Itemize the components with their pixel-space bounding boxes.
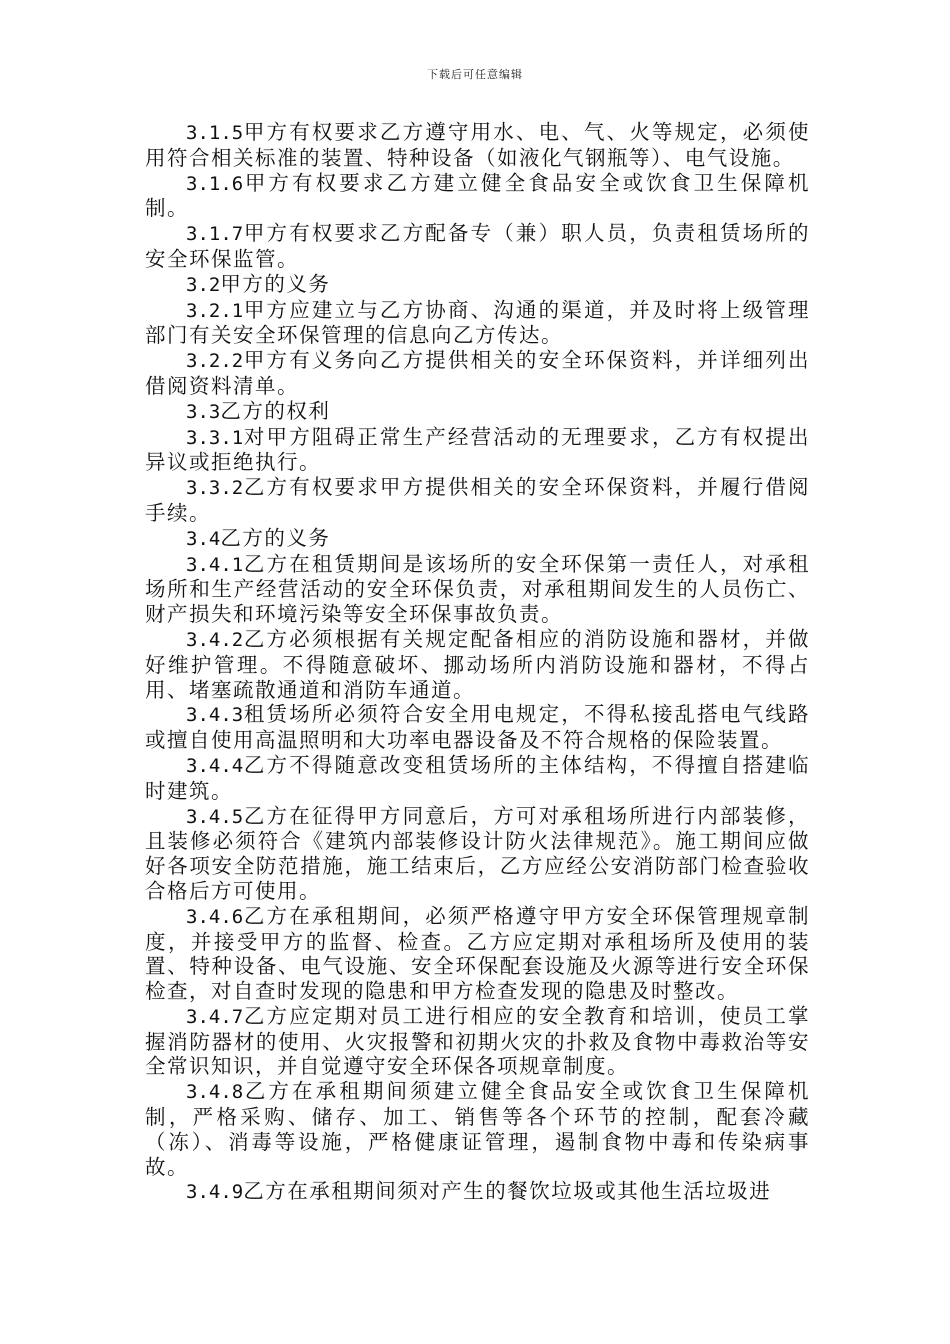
clause-number: 3.4.5: [186, 805, 244, 828]
clause-text: 租赁场所必须符合安全用电规定，不得私接乱搭电气线路或擅自使用高温照明和大功率电器设备及不符合规格的保险装置。: [145, 702, 810, 753]
clause-text: 乙方在承租期间须对产生的餐饮垃圾或其他生活垃圾进: [243, 1179, 772, 1204]
clause-number: 3.2.1: [186, 299, 244, 322]
clause-number: 3.2.2: [186, 350, 244, 373]
clause-3-3-2: [145, 475, 810, 526]
clause-number: 3.4.9: [186, 1181, 244, 1204]
section-3-2-heading: [145, 272, 810, 298]
section-title: 甲方的义务: [220, 271, 331, 296]
section-number: 3.4: [186, 527, 221, 550]
clause-text: 乙方在租赁期间是该场所的安全环保第一责任人，对承租场所和生产经营活动的安全环保负责，对承租期间发生的人员伤亡、财产损失和环境污染等安全环保事故负责。: [145, 551, 810, 627]
clause-text: 乙方在承租期间，必须严格遵守甲方安全环保管理规章制度，并接受甲方的监督、检查。乙方应定期对承租场所及使用的装置、特种设备、电气设施、安全环保配套设施及火源等进行安全环保检查，对自查时发现的隐患和甲方检查发现的隐患及时整改。: [145, 903, 810, 1004]
clause-number: 3.4.4: [186, 754, 244, 777]
clause-number: 3.4.8: [186, 1081, 244, 1104]
clause-number: 3.4.6: [186, 905, 244, 928]
clause-number: 3.4.1: [186, 553, 244, 576]
section-number: 3.2: [186, 273, 221, 296]
clause-3-4-7: [145, 1004, 810, 1079]
clause-3-2-2: [145, 348, 810, 399]
clause-text: 甲方有权要求乙方遵守用水、电、气、火等规定，必须使用符合相关标准的装置、特种设备（如液化气钢瓶等）、电气设施。: [145, 120, 810, 170]
clause-number: 3.3.1: [186, 426, 244, 449]
clause-number: 3.1.6: [186, 172, 244, 195]
clause-text: 甲方有权要求乙方建立健全食品安全或饮食卫生保障机制。: [145, 170, 810, 221]
clause-3-4-1: [145, 552, 810, 627]
clause-3-1-5: [145, 120, 810, 171]
clause-3-4-9: [145, 1179, 810, 1205]
clause-3-4-3: [145, 702, 810, 753]
clause-3-4-2: [145, 627, 810, 702]
document-body: [145, 120, 810, 1205]
clause-3-4-8: [145, 1079, 810, 1179]
clause-3-1-7: [145, 221, 810, 272]
clause-text: 甲方有权要求乙方配备专（兼）职人员，负责租赁场所的安全环保监管。: [145, 221, 810, 271]
clause-number: 3.4.2: [186, 628, 244, 651]
clause-3-3-1: [145, 425, 810, 476]
section-title: 乙方的权利: [220, 398, 331, 423]
section-3-3-heading: [145, 399, 810, 425]
clause-number: 3.1.7: [186, 223, 244, 246]
clause-text: 乙方应定期对员工进行相应的安全教育和培训，使员工掌握消防器材的使用、火灾报警和初期火灾的扑救及食物中毒救治等安全常识知识，并自觉遵守安全环保各项规章制度。: [145, 1003, 810, 1079]
clause-3-4-5: [145, 804, 810, 904]
clause-text: 乙方有权要求甲方提供相关的安全环保资料，并履行借阅手续。: [145, 475, 810, 525]
clause-number: 3.4.3: [186, 704, 244, 727]
clause-3-2-1: [145, 298, 810, 349]
clause-text: 乙方必须根据有关规定配备相应的消防设施和器材，并做好维护管理。不得随意破坏、挪动场所内消防设施和器材，不得占用、堵塞疏散通道和消防车通道。: [145, 626, 810, 702]
clause-3-1-6: [145, 171, 810, 222]
clause-number: 3.4.7: [186, 1005, 244, 1028]
section-number: 3.3: [186, 400, 221, 423]
page-header: 下载后可任意编辑: [427, 68, 523, 81]
section-title: 乙方的义务: [220, 525, 331, 550]
clause-3-4-4: [145, 753, 810, 804]
clause-number: 3.1.5: [186, 122, 244, 144]
clause-text: 乙方在征得甲方同意后，方可对承租场所进行内部装修，且装修必须符合《建筑内部装修设计防火法律规范》。施工期间应做好各项安全防范措施，施工结束后，乙方应经公安消防部门检查验收合格后方可使用。: [145, 803, 810, 903]
clause-text: 乙方不得随意改变租赁场所的主体结构，不得擅自搭建临时建筑。: [145, 752, 810, 803]
clause-3-4-6: [145, 904, 810, 1004]
clause-text: 甲方应建立与乙方协商、沟通的渠道，并及时将上级管理部门有关安全环保管理的信息向乙方传达。: [145, 297, 810, 348]
clause-text: 甲方有义务向乙方提供相关的安全环保资料，并详细列出借阅资料清单。: [145, 348, 810, 398]
clause-text: 乙方在承租期间须建立健全食品安全或饮食卫生保障机制，严格采购、储存、加工、销售等各个环节的控制，配套冷藏（冻）、消毒等设施，严格健康证管理，遏制食物中毒和传染病事故。: [145, 1079, 810, 1179]
section-3-4-heading: [145, 526, 810, 552]
clause-number: 3.3.2: [186, 477, 244, 500]
clause-text: 对甲方阻碍正常生产经营活动的无理要求，乙方有权提出异议或拒绝执行。: [145, 424, 810, 475]
